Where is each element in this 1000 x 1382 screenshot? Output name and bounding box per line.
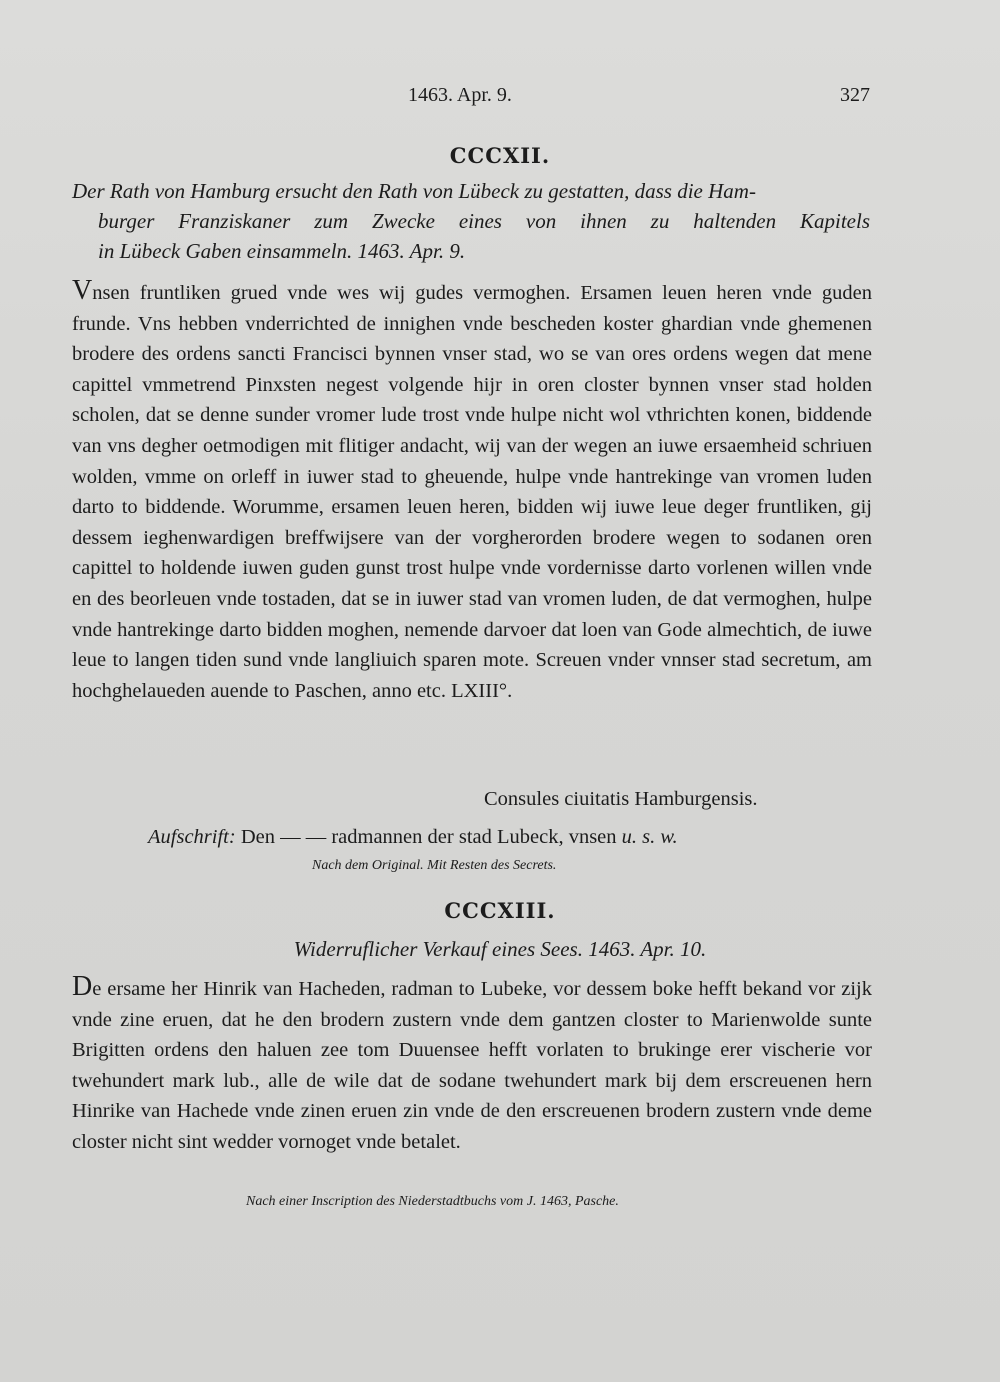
- page-number: 327: [840, 84, 870, 106]
- regest-line-2: burger Franziskaner zum Zwecke eines von ihnen zu haltenden Kapitels: [98, 209, 870, 233]
- document-number: CCCXIII.: [444, 898, 556, 923]
- document-text: [72, 275, 872, 706]
- address-abbrev: u. s. w.: [621, 826, 678, 848]
- regest-line: Widerruflicher Verkauf eines Sees. 1463. Apr. 10.: [293, 937, 707, 961]
- address-text: Den — — radmannen der stad Lubeck, vnsen: [240, 826, 617, 848]
- source-note: Nach einer Inscription des Niederstadtbuchs vom J. 1463, Pasche.: [246, 1194, 619, 1209]
- document-text: [72, 971, 872, 1158]
- document-number: CCCXII.: [449, 143, 551, 168]
- address-label: Aufschrift:: [148, 826, 236, 848]
- text-body: nsen fruntliken grued vnde wes wij gudes vermoghen. Ersamen leuen heren vnde guden frunde. Vns hebben vnderrichted de innighen vnde bescheden koster ghardian vnde ghemenen brodere des ordens sancti Francisci bynnen vnser stad, wo se van ores ordens wegen dat mene capittel vmmetrend Pinxsten negest volgende hijr in oren closter bynnen vnser stad holden scholen, dat se denne sunder vromer lude trost vnde hulpe nicht wol vthrichten konen, biddende van vns degher oetmodigen mit flitiger andacht, wij van der wegen an iuwe ersaemheid schriuen wolden, vmme on orleff in iuwer stad to gheuende, hulpe vnde hantrekinge van vromen luden darto to biddende. Worumme, ersamen leuen heren, bidden wij iuwe leue deger fruntliken, gij dessem ieghenwardigen breffwijsere van der vorgherorden brodere wegen to sodanen oren capittel to holdende iuwen guden gunst trost hulpe vnde vordernisse darto vorlenen willen vnde en des beorleuen vnde tostaden, dat se in iuwer stad van vromen luden, de dat vermoghen, hulpe vnde hantrekinge darto bidden moghen, nemende darvoer dat loen van Gode almechtich, de iuwe leue to langen tiden sund vnde langliuich sparen mote. Screuen vnder vnnser stad secretum, am hochghelaueden auende to Paschen, anno etc. LXIII°.: [72, 282, 872, 702]
- text-body: e ersame her Hinrik van Hacheden, radman to Lubeke, vor dessem boke hefft bekand vor zijk vnde zine eruen, dat he den brodern zustern vnde dem gantzen closter to Marienwolde sunte Brigitten ordens den haluen zee tom Duuensee hefft vorlaten to brukinge erer vischerie vor twehundert mark lub., alle de wile dat de sodane twehundert mark bij dem erscreuenen hern Hinrike van Hachede vnde zinen eruen zin vnde de den erscreuenen brodern zustern vnde deme closter nicht sint wedder vornoget vnde betalet.: [72, 978, 872, 1153]
- header-date: 1463. Apr. 9.: [408, 84, 512, 106]
- regest-line-3: in Lübeck Gaben einsammeln. 1463. Apr. 9.: [98, 239, 466, 263]
- regest-line-1: Der Rath von Hamburg ersucht den Rath von Lübeck zu gestatten, dass die Ham-: [72, 179, 756, 203]
- source-note: Nach dem Original. Mit Resten des Secrets.: [312, 858, 557, 873]
- signature: Consules ciuitatis Hamburgensis.: [484, 788, 758, 810]
- running-header: [72, 84, 870, 114]
- initial-letter: V: [72, 275, 93, 306]
- initial-letter: D: [72, 971, 93, 1002]
- address-line: [148, 826, 678, 849]
